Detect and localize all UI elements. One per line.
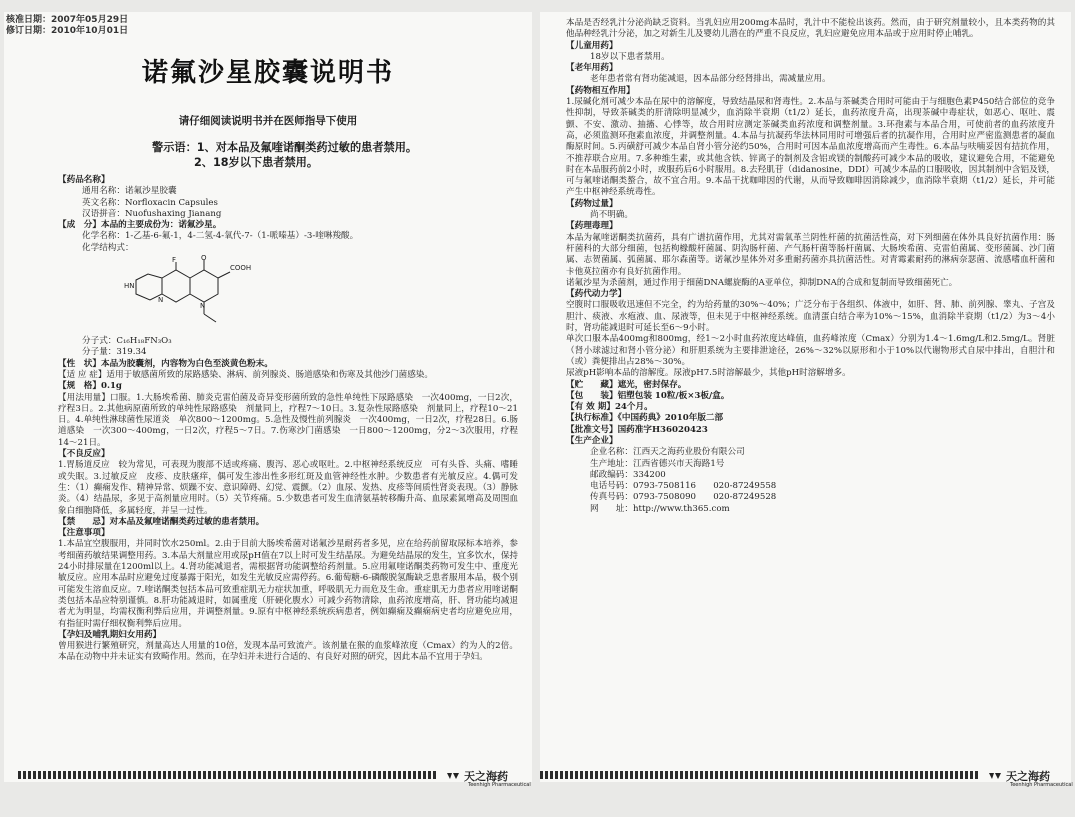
children-head: 【儿童用药】 (566, 40, 618, 51)
storage: 【贮 藏】遮光，密封保存。 (566, 379, 687, 390)
english-name: 英文名称：Norfloxacin Capsules (82, 197, 218, 208)
svg-text:O: O (201, 254, 207, 263)
footer-logo (988, 768, 1073, 788)
warning-line-1: 警示语：1、对本品及氟喹诺酮类药过敏的患者禁用。 (152, 141, 418, 154)
package: 【包 装】铝塑包装 10粒/板×3板/盒。 (566, 390, 730, 401)
pharmacology: 本品为氟喹诺酮类抗菌药，具有广谱抗菌作用，尤其对需氧革兰阴性杆菌的抗菌活性高，对下列细菌在体外具良好抗菌作用：肠杆菌科的大部分细菌，包括枸橼酸杆菌属、阴沟肠杆菌、产气肠杆菌等肠杆菌属、大肠埃希菌、克雷伯菌属、变形菌属、沙门菌属、志贺菌属、弧菌属、耶尔森菌等。诺氟沙星体外对多重耐药菌亦具抗菌活性。对青霉素耐药的淋病奈瑟菌、流感嗜血杆菌和卡他莫拉菌亦有良好抗菌作用。 (566, 232, 1055, 277)
pharmacology-head: 【药理毒理】 (566, 221, 618, 232)
website: 网 址：http://www.th365.com (590, 503, 730, 514)
brand-logo-icon (988, 771, 1002, 781)
svg-text:N: N (200, 302, 206, 311)
manufacturer-head: 【生产企业】 (566, 435, 618, 446)
precautions: 1.本品宜空腹服用，并同时饮水250ml。2.由于目前大肠埃希菌对诺氟沙星耐药者多见，应在给药前留取尿标本培养，参考细菌药敏结果调整用药。3.本品大剂量应用或尿pH值在7以上时可发生结晶尿。为避免结晶尿的发生，宜多饮水，保持24小时排尿量在1200ml以上。4.肾功能减退者，需根据肾功能调整给药剂量。5.应用氟喹诺酮类药物可发生中、重度光敏反应。应用本品时应避免过度暴露于阳光，如发生光敏反应需停药。6.葡萄糖-6-磷酸脱氢酶缺乏患者服用本品，极个别可能发生溶血反应。7.喹诺酮类包括本品可致重症肌无力症状加重，呼吸肌无力而危及生命。重症肌无力患者应用喹诺酮类包括本品应特别谨慎。8.肝功能减退时，如属重度（肝硬化腹水）可减少药物清除，血药浓度增高，肝、肾功能均减退者尤为明显，均需权衡利弊后应用，并调整剂量。9.原有中枢神经系统疾病患者，例如癫痫及癫痫病史者均应避免应用，有指征时需仔细权衡利弊后应用。 (58, 539, 518, 629)
interactions-head: 【药物相互作用】 (566, 85, 635, 96)
right-page (540, 12, 1073, 788)
page-title: 诺氟沙星胶囊说明书 (141, 58, 394, 88)
pharmacokinetics-2: 单次口服本品400mg和800mg，经1～2小时血药浓度达峰值，血药峰浓度（Cmax）分别为1.4～1.6mg/L和2.5mg/L。肾脏（肾小球滤过和肾小管分泌）和肝胆系统为主要排泄途径，26%～32%以原形和小于10%以代谢物形式自尿中排出，自胆汁和（或）粪便排出占28%～30%。 (566, 334, 1055, 367)
footer-bar-right (540, 768, 1073, 788)
footer-bar-left (18, 768, 532, 788)
right-body (566, 18, 1055, 515)
molecular-formula: 分子式：C₁₆H₁₈FN₃O₃ (82, 336, 172, 347)
left-page (4, 12, 532, 788)
warning-line-2: 2、18岁以下患者禁用。 (194, 156, 319, 169)
specification: 【规 格】0.1g (58, 381, 122, 392)
validity: 【有 效 期】24个月。 (566, 402, 653, 413)
warning (152, 140, 417, 170)
precautions-head: 【注意事项】 (58, 528, 110, 539)
company-name: 企业名称：江西天之海药业股份有限公司 (590, 447, 745, 458)
brand-name: 天之海药 (1006, 770, 1050, 783)
structure-drawing (122, 256, 252, 334)
chemical-name: 化学名称：1-乙基-6-氟-1，4-二氢-4-氧代-7-（1-哌嗪基）-3-喹啉羧酸。 (82, 231, 359, 242)
manufacturer-info (566, 447, 1055, 515)
pharmacology-2: 诺氟沙星为杀菌剂，通过作用于细菌DNA螺旋酶的A亚单位，抑制DNA的合成和复制而导致细菌死亡。 (566, 277, 958, 288)
adverse-reactions: 1.胃肠道反应 较为常见，可表现为腹部不适或疼痛、腹泻、恶心或呕吐。2.中枢神经系统反应 可有头昏、头痛、嗜睡或失眠。3.过敏反应 皮疹、皮肤瘙痒，偶可发生渗出性多形红斑及血管神经性水肿。少数患者有光敏反应。4.偶可发生：（1）癫痫发作、精神异常、烦躁不安、意识障碍、幻觉、震颤。（2）血尿、发热、皮疹等间质性肾炎表现。（3）静脉炎。（4）结晶尿，多见于高剂量应用时。（5）关节疼痛。5.少数患者可发生血清氨基转移酶升高、血尿素氮增高及周围血象白细胞降低，多属轻度，并呈一过性。 (58, 460, 518, 516)
elderly-head: 【老年用药】 (566, 63, 618, 74)
brand-name-en: Teenhigh Pharmaceutical (1010, 782, 1073, 788)
fax: 传真号码：0793-7508090 020-87249528 (590, 492, 777, 503)
svg-text:COOH: COOH (230, 264, 252, 273)
section-name-head: 【药品名称】 (58, 175, 110, 185)
postcode: 邮政编码：334200 (590, 469, 666, 480)
pregnancy: 曾用猴进行繁殖研究，剂量高达人用量的10倍，发现本品可致流产。该剂量在猴的血浆峰浓度（Cmax）约为人的2倍。本品在动物中并未证实有致畸作用。然而，在孕妇并未进行合适的、有良好对照的研究，因此本品不宜用于孕妇。 (58, 641, 518, 663)
phone: 电话号码：0793-7508116 020-87249558 (590, 481, 777, 492)
subtitle: 请仔细阅读说明书并在医师指导下使用 (178, 115, 358, 127)
adverse-head: 【不良反应】 (58, 449, 110, 460)
molecular-weight: 分子量：319.34 (82, 347, 147, 358)
structure-label: 化学结构式： (82, 242, 134, 253)
contraindications: 【禁 忌】对本品及氟喹诺酮类药过敏的患者禁用。 (58, 516, 265, 527)
chemical-structure (62, 256, 518, 336)
svg-text:HN: HN (124, 282, 135, 291)
approval-number: 【批准文号】国药准字H36020423 (566, 424, 708, 435)
footer-logo (446, 768, 531, 788)
pharmacokinetics: 空腹时口服吸收迅速但不完全，约为给药量的30%～40%；广泛分布于各组织、体液中，如肝、肾、肺、前列腺、睾丸、子宫及胆汁、痰液、水疱液、血、尿液等，但未见于中枢神经系统。血清蛋白结合率为10%～15%，血消除半衰期（t1/2）为3～4小时，肾功能减退时可延长至6～9小时。 (566, 300, 1055, 334)
footer-stripes (18, 771, 438, 779)
dates-block (6, 15, 128, 37)
overdose: 尚不明确。 (590, 210, 633, 221)
children: 18岁以下患者禁用。 (590, 51, 670, 62)
brand-logo-icon (446, 771, 460, 781)
pharmacokinetics-3: 尿液pH影响本品的溶解度。尿液pH7.5时溶解最少，其他pH时溶解增多。 (566, 368, 851, 379)
svg-text:F: F (172, 256, 177, 265)
lactation: 本品是否经乳汁分泌尚缺乏资料。当乳妇应用200mg本品时，乳汁中不能检出该药。然而，由于研究剂量较小，且本类药物的其他品种经乳汁分泌，加之对新生儿及婴幼儿潜在的严重不良反应，乳妇应避免应用本品或于应用时停止哺乳。 (566, 18, 1055, 40)
svg-text:N: N (158, 296, 164, 305)
elderly: 老年患者常有肾功能减退，因本品部分经肾排出，需减量应用。 (590, 74, 831, 85)
description: 【性 状】本品为胶囊剂，内容物为白色至淡黄色粉末。 (58, 358, 273, 369)
pk-head: 【药代动力学】 (566, 289, 627, 300)
composition: 【成 分】本品的主要成份为：诺氟沙星。 (58, 220, 222, 231)
standard: 【执行标准】《中国药典》2010年版二部 (566, 413, 724, 424)
pregnancy-head: 【孕妇及哺乳期妇女用药】 (58, 629, 162, 640)
left-body (58, 175, 518, 664)
dosage: 【用法用量】口服。1.大肠埃希菌、肺炎克雷伯菌及奇异变形菌所致的急性单纯性下尿路感染 一次400mg，一日2次，疗程3日。2.其他病原菌所致的单纯性尿路感染 剂量同上，疗程7～10日。3.复杂性尿路感染 剂量同上，疗程10～21日。4.单纯性淋球菌性尿道炎 单次800～1200mg。5.急性及慢性前列腺炎 一次400mg，一日2次，疗程28日。6.肠道感染 一次300～400mg，一日2次，疗程5～7日。7.伤寒沙门菌感染 一日800～1200mg，分2～3次服用，疗程14～21日。 (58, 392, 518, 448)
footer-stripes (540, 771, 980, 779)
overdose-head: 【药物过量】 (566, 198, 618, 209)
company-address: 生产地址：江西省德兴市天海路1号 (590, 458, 725, 469)
brand-name: 天之海药 (464, 770, 508, 783)
indications: 【适 应 症】适用于敏感菌所致的尿路感染、淋病、前列腺炎、肠道感染和伤寒及其他沙门菌感染。 (58, 369, 433, 380)
pinyin-name: 汉语拼音：Nuofushaxing Jianang (82, 208, 222, 219)
interactions: 1.尿碱化剂可减少本品在尿中的溶解度，导致结晶尿和肾毒性。2.本品与茶碱类合用时可能由于与细胞色素P450结合部位的竞争性抑制，导致茶碱类的肝清除明显减少，血消除半衰期（t1/2）延长，血药浓度升高，出现茶碱中毒症状，如恶心、呕吐、震颤、不安、激动、抽搐、心悸等，故合用时应测定茶碱类血药浓度和调整剂量。3.环孢素与本品合用，可使前者的血药浓度升高，必须监测环孢素血浓度，并调整剂量。4.本品与抗凝药华法林同用时可增强后者的抗凝作用，合用时应严密监测患者的凝血酶原时间。5.丙磺舒可减少本品自肾小管分泌约50%，合用时可因本品血浓度增高而产生毒性。6.本品与呋喃妥因有拮抗作用，不推荐联合应用。7.多种维生素，或其他含铁、锌离子的制剂及含铝或镁的制酸药可减少本品的吸收，建议避免合用，不能避免时在本品服药前2小时，或服药后6小时服用。8.去羟肌苷（didanosine，DDI）可减少本品的口服吸收，因其制剂中含铝及镁，可与氟喹诺酮类螯合，故不宜合用。9.本品干扰咖啡因的代谢，从而导致咖啡因消除减少，血消除半衰期（t1/2）延长，并可能产生中枢神经系统毒性。 (566, 97, 1055, 198)
approval-date: 核准日期：2007年05月29日 (6, 15, 129, 25)
generic-name: 通用名称：诺氟沙星胶囊 (82, 186, 177, 197)
revision-date: 修订日期：2010年10月01日 (6, 26, 129, 36)
brand-name-en: Teenhigh Pharmaceutical (468, 782, 531, 788)
